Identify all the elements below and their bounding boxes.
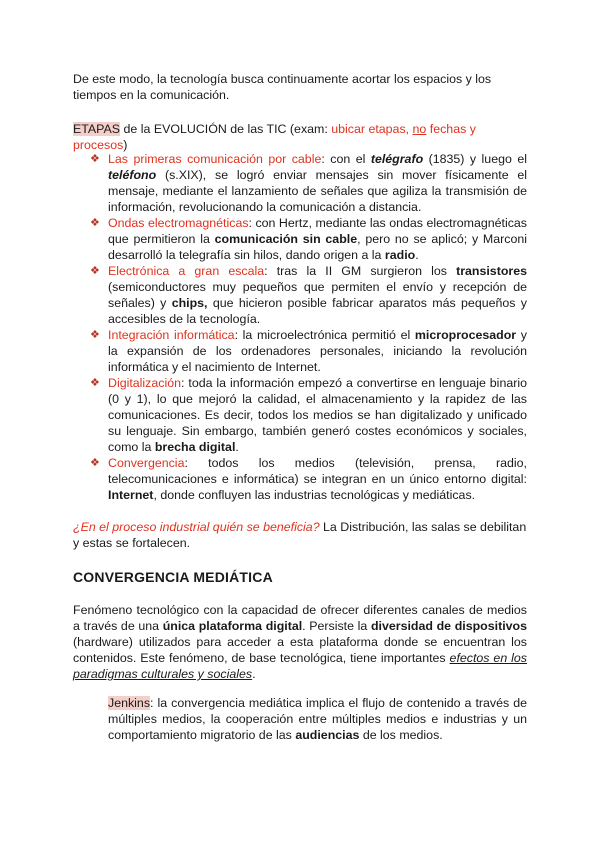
conv-text: (hardware) utilizados para acceder a esta plataforma donde se encuentran los contenidos. Este fenómeno, de base tecnológica, tiene importantes bbox=[73, 635, 527, 665]
item-title: Las primeras comunicación por cable bbox=[108, 152, 322, 166]
diamond-bullet-icon: ❖ bbox=[90, 377, 100, 389]
diamond-bullet-icon: ❖ bbox=[90, 153, 100, 165]
item-text: : la microelectrónica permitió el bbox=[234, 328, 415, 342]
item-text: (semiconductores muy pequeños que permiten el envío y recepción de señales) y bbox=[108, 280, 527, 310]
conv-text: . bbox=[252, 667, 256, 681]
diamond-bullet-icon: ❖ bbox=[90, 217, 100, 229]
etapas-mid: de la EVOLUCIÓN de las TIC (exam: bbox=[120, 122, 332, 136]
section-heading: CONVERGENCIA MEDIÁTICA bbox=[73, 569, 273, 585]
item-title: Ondas electromagnéticas bbox=[108, 216, 249, 230]
conv-bold: única plataforma digital bbox=[162, 619, 303, 633]
conv-underlined: efectos en los paradigmas culturales y sociales bbox=[73, 651, 527, 681]
etapas-label: ETAPAS bbox=[73, 122, 121, 136]
item-text: : con el bbox=[321, 152, 371, 166]
item-bold: radio bbox=[384, 248, 416, 262]
item-bold: transistores bbox=[456, 264, 527, 278]
item-text: (s.XIX), se logró enviar mensajes sin mover físicamente el mensaje, mediante el lanzamiento de señales que agiliza la transmisión de información, revolucionando la comunicación a distancia. bbox=[108, 168, 527, 214]
diamond-bullet-icon: ❖ bbox=[90, 329, 100, 341]
item-text: y la expansión de los ordenadores personales, iniciando la revolución informática y el nacimiento de Internet. bbox=[108, 328, 527, 374]
list-item bbox=[90, 151, 527, 215]
stages-list bbox=[90, 151, 527, 503]
etapas-line bbox=[73, 121, 527, 153]
convergencia-paragraph bbox=[73, 602, 527, 682]
item-text: : toda la información empezó a convertirse en lenguaje binario (0 y 1), lo que mejoró la calidad, el almacenamiento y la rapidez de las comunicaciones. Es decir, todos los medios se han digitalizado y unificado su lenguaje. Sin embargo, también generó costes económicos y sociales, como la bbox=[108, 376, 527, 454]
item-text: : tras la II GM surgieron los bbox=[264, 264, 457, 278]
diamond-bullet-icon: ❖ bbox=[90, 457, 100, 469]
intro-paragraph: De este modo, la tecnología busca continuamente acortar los espacios y los tiempos en la comunicación. bbox=[73, 72, 492, 102]
item-bold: brecha digital bbox=[154, 440, 236, 454]
list-item bbox=[90, 375, 527, 455]
jenkins-text: : la convergencia mediática implica el flujo de contenido a través de múltiples medios, la cooperación entre múltiples medios e industrias y un comportamiento migratorio de las bbox=[108, 696, 527, 742]
item-text: . bbox=[415, 248, 419, 262]
item-bold: Internet bbox=[108, 488, 154, 502]
item-title: Digitalización bbox=[108, 376, 182, 390]
conv-bold: diversidad de dispositivos bbox=[370, 619, 527, 633]
answer-text: La Distribución, las salas se debilitan y estas se fortalecen. bbox=[73, 520, 527, 550]
jenkins-bold: audiencias bbox=[295, 728, 360, 742]
jenkins-text: de los medios. bbox=[359, 728, 443, 742]
item-title: Convergencia bbox=[108, 456, 185, 470]
list-item bbox=[90, 455, 527, 503]
conv-text: . Persiste la bbox=[302, 619, 371, 633]
etapas-end: ) bbox=[123, 138, 128, 152]
item-bold: teléfono bbox=[108, 168, 157, 182]
jenkins-label: Jenkins bbox=[108, 696, 151, 710]
question-text: ¿En el proceso industrial quién se beneficia? bbox=[73, 520, 320, 534]
list-item bbox=[90, 327, 527, 375]
diamond-bullet-icon: ❖ bbox=[90, 265, 100, 277]
item-text: que hicieron posible fabricar aparatos más pequeños y accesibles de la tecnología. bbox=[108, 296, 527, 326]
question-paragraph bbox=[73, 519, 527, 551]
item-text: , donde confluyen las industrias tecnológicas y mediáticas. bbox=[153, 488, 476, 502]
item-text: , pero no se aplicó; y Marconi desarrolló la telegrafía sin hilos, dando origen a la bbox=[108, 232, 527, 262]
conv-text: Fenómeno tecnológico con la capacidad de ofrecer diferentes canales de medios a través de una bbox=[73, 603, 527, 633]
item-bold: microprocesador bbox=[414, 328, 517, 342]
item-bold: chips, bbox=[171, 296, 208, 310]
list-item bbox=[90, 263, 527, 327]
etapas-note1: ubicar etapas, bbox=[331, 122, 413, 136]
item-bold: telégrafo bbox=[370, 152, 424, 166]
item-text: (1835) y luego el bbox=[423, 152, 527, 166]
list-item bbox=[90, 215, 527, 263]
item-text: : con Hertz, mediante las ondas electromagnéticas que permitieron la bbox=[108, 216, 527, 246]
jenkins-paragraph bbox=[108, 695, 527, 743]
etapas-note2: fechas y procesos bbox=[73, 122, 476, 152]
item-title: Integración informática bbox=[108, 328, 235, 342]
etapas-note-no: no bbox=[412, 122, 427, 136]
item-text: : todos los medios (televisión, prensa, radio, telecomunicaciones e informática) se integran en un único entorno digital: bbox=[108, 456, 527, 486]
item-text: . bbox=[235, 440, 239, 454]
item-bold: comunicación sin cable bbox=[214, 232, 358, 246]
item-title: Electrónica a gran escala bbox=[108, 264, 265, 278]
